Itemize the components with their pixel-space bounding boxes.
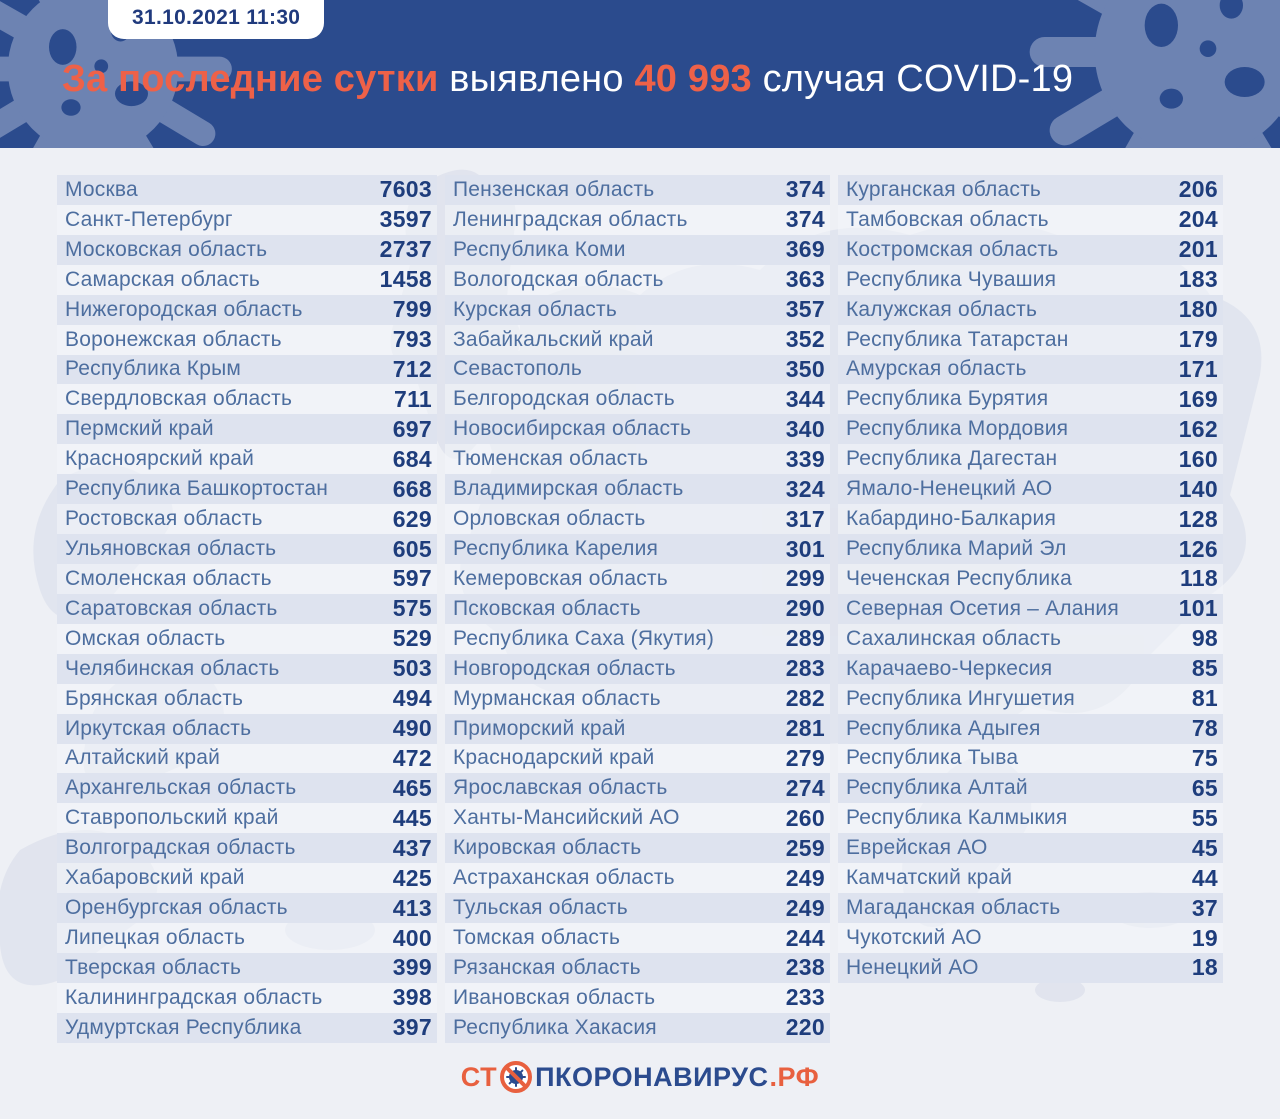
region-name: Краснодарский край: [453, 746, 655, 770]
region-name: Воронежская область: [65, 327, 282, 351]
timestamp: 31.10.2021 11:30: [132, 6, 301, 29]
table-row: [838, 833, 1223, 863]
region-cases: 55: [1191, 804, 1218, 831]
region-name: Пермский край: [65, 417, 214, 441]
table-row: [838, 773, 1223, 803]
region-name: Республика Саха (Якутия): [453, 626, 715, 650]
region-name: Новгородская область: [453, 656, 676, 680]
table-row: [57, 803, 437, 833]
region-cases: 503: [392, 655, 432, 682]
no-virus-icon: [499, 1060, 533, 1094]
region-cases: 317: [785, 505, 825, 532]
table-row: [445, 684, 830, 714]
table-row: [445, 564, 830, 594]
region-name: Республика Чувашия: [846, 267, 1057, 291]
region-name: Республика Коми: [453, 237, 626, 261]
region-cases: 529: [392, 625, 432, 652]
region-cases: 472: [392, 744, 432, 771]
region-cases: 169: [1178, 385, 1218, 412]
region-name: Республика Тыва: [846, 746, 1019, 770]
table-row: [57, 893, 437, 923]
region-cases: 1458: [379, 266, 432, 293]
region-cases: 352: [785, 326, 825, 353]
table-row: [838, 504, 1223, 534]
table-row: [445, 265, 830, 295]
table-row: [445, 295, 830, 325]
region-cases: 281: [785, 715, 825, 742]
region-cases: 45: [1191, 834, 1218, 861]
region-name: Магаданская область: [846, 896, 1061, 920]
region-cases: 597: [392, 565, 432, 592]
table-row: [57, 235, 437, 265]
region-name: Архангельская область: [65, 776, 297, 800]
region-name: Свердловская область: [65, 387, 293, 411]
region-cases: 279: [785, 744, 825, 771]
region-name: Сахалинская область: [846, 626, 1062, 650]
region-name: Республика Ингушетия: [846, 686, 1076, 710]
table-row: [838, 923, 1223, 953]
table-row: [57, 624, 437, 654]
region-cases: 369: [785, 236, 825, 263]
table-row: [57, 414, 437, 444]
table-row: [838, 444, 1223, 474]
region-name: Орловская область: [453, 507, 646, 531]
table-row: [445, 863, 830, 893]
region-cases: 18: [1191, 954, 1218, 981]
logo-text-koronavirus: ПКОРОНАВИРУС: [535, 1061, 769, 1092]
table-row: [445, 983, 830, 1013]
region-cases: 668: [392, 475, 432, 502]
region-name: Ленинградская область: [453, 207, 688, 231]
region-cases: 437: [392, 834, 432, 861]
table-row: [445, 624, 830, 654]
region-cases: 374: [785, 176, 825, 203]
table-row: [445, 205, 830, 235]
region-cases: 344: [785, 385, 825, 412]
region-cases: 171: [1178, 355, 1218, 382]
table-row: [838, 714, 1223, 744]
region-cases: 629: [392, 505, 432, 532]
region-name: Республика Мордовия: [846, 417, 1069, 441]
table-row: [445, 833, 830, 863]
region-cases: 19: [1191, 924, 1218, 951]
region-name: Москва: [65, 177, 138, 201]
region-name: Белгородская область: [453, 387, 675, 411]
region-cases: 249: [785, 894, 825, 921]
region-cases: 206: [1178, 176, 1218, 203]
region-name: Саратовская область: [65, 596, 278, 620]
table-row: [57, 594, 437, 624]
table-column-2: [445, 175, 830, 1043]
region-cases: 126: [1178, 535, 1218, 562]
table-row: [838, 474, 1223, 504]
table-row: [838, 684, 1223, 714]
region-cases: 605: [392, 535, 432, 562]
region-cases: 118: [1179, 565, 1218, 592]
table-row: [57, 863, 437, 893]
region-name: Ямало-Ненецкий АО: [846, 477, 1053, 501]
region-cases: 274: [785, 774, 825, 801]
region-name: Санкт-Петербург: [65, 207, 233, 231]
region-name: Алтайский край: [65, 746, 221, 770]
region-cases: 65: [1191, 774, 1218, 801]
region-cases: 179: [1178, 326, 1218, 353]
table-row: [445, 654, 830, 684]
region-name: Забайкальский край: [453, 327, 654, 351]
region-cases: 363: [785, 266, 825, 293]
region-cases: 399: [392, 954, 432, 981]
table-row: [57, 1013, 437, 1043]
table-row: [838, 384, 1223, 414]
table-row: [445, 1013, 830, 1043]
region-name: Северная Осетия – Алания: [846, 596, 1119, 620]
region-cases: 357: [785, 296, 825, 323]
region-name: Нижегородская область: [65, 297, 303, 321]
region-name: Республика Крым: [65, 357, 242, 381]
region-name: Волгоградская область: [65, 836, 296, 860]
region-cases: 445: [392, 804, 432, 831]
table-row: [838, 803, 1223, 833]
region-name: Ставропольский край: [65, 806, 279, 830]
region-name: Липецкая область: [65, 926, 246, 949]
cases-table: [57, 175, 1222, 1043]
region-name: Калининградская область: [65, 985, 323, 1009]
region-cases: 128: [1178, 505, 1218, 532]
region-name: Тульская область: [453, 896, 628, 920]
table-row: [445, 474, 830, 504]
table-row: [445, 444, 830, 474]
table-row: [57, 684, 437, 714]
region-name: Республика Башкортостан: [65, 477, 329, 501]
region-name: Томская область: [453, 926, 621, 949]
table-row: [57, 444, 437, 474]
region-name: Пензенская область: [453, 177, 655, 201]
region-name: Рязанская область: [453, 955, 641, 979]
region-name: Тамбовская область: [846, 207, 1049, 231]
stopcoronavirus-logo: [0, 1060, 1280, 1094]
table-row: [838, 355, 1223, 385]
region-name: Смоленская область: [65, 566, 272, 590]
table-row: [445, 504, 830, 534]
region-name: Иркутская область: [65, 716, 252, 740]
region-cases: 44: [1191, 864, 1218, 891]
date-badge: [108, 0, 324, 39]
table-column-1: [57, 175, 437, 1043]
region-cases: 339: [785, 445, 825, 472]
page-title: [62, 58, 1073, 101]
region-cases: 324: [785, 475, 825, 502]
region-name: Владимирская область: [453, 477, 684, 501]
table-row: [838, 654, 1223, 684]
region-name: Ивановская область: [453, 985, 656, 1009]
region-cases: 340: [785, 415, 825, 442]
region-name: Кабардино-Балкария: [846, 507, 1057, 531]
region-name: Мурманская область: [453, 686, 661, 710]
table-row: [57, 953, 437, 983]
table-row: [57, 355, 437, 385]
region-cases: 81: [1191, 685, 1218, 712]
region-name: Ярославская область: [453, 776, 668, 800]
table-row: [445, 893, 830, 923]
region-cases: 244: [785, 924, 825, 951]
region-cases: 75: [1191, 744, 1218, 771]
region-cases: 183: [1178, 266, 1218, 293]
table-row: [445, 953, 830, 983]
table-row: [445, 803, 830, 833]
region-cases: 350: [785, 355, 825, 382]
region-cases: 180: [1178, 296, 1218, 323]
table-row: [57, 654, 437, 684]
region-name: Кировская область: [453, 836, 642, 860]
region-name: Амурская область: [846, 357, 1027, 381]
region-name: Вологодская область: [453, 267, 664, 291]
table-row: [57, 773, 437, 803]
region-name: Курская область: [453, 297, 617, 321]
table-row: [838, 564, 1223, 594]
header: [0, 0, 1280, 148]
region-name: Республика Хакасия: [453, 1015, 657, 1039]
region-cases: 3597: [379, 206, 432, 233]
title-text: случая COVID-19: [762, 58, 1074, 100]
title-highlight-count: 40 993: [634, 58, 752, 100]
region-cases: 397: [392, 1014, 432, 1041]
table-row: [57, 205, 437, 235]
region-name: Кемеровская область: [453, 566, 668, 590]
region-cases: 413: [392, 894, 432, 921]
region-name: Республика Бурятия: [846, 387, 1049, 411]
region-name: Астраханская область: [453, 866, 675, 890]
table-row: [838, 235, 1223, 265]
table-row: [57, 175, 437, 205]
region-name: Московская область: [65, 237, 268, 261]
region-cases: 290: [785, 595, 825, 622]
region-cases: 98: [1191, 625, 1218, 652]
region-cases: 249: [785, 864, 825, 891]
region-name: Республика Марий Эл: [846, 537, 1067, 561]
region-cases: 283: [785, 655, 825, 682]
table-row: [445, 414, 830, 444]
region-name: Калужская область: [846, 297, 1038, 321]
region-name: Севастополь: [453, 357, 582, 381]
region-cases: 400: [392, 924, 432, 951]
table-row: [445, 714, 830, 744]
region-name: Чеченская Республика: [846, 566, 1072, 590]
table-row: [838, 325, 1223, 355]
table-row: [57, 474, 437, 504]
region-cases: 204: [1178, 206, 1218, 233]
region-name: Псковская область: [453, 596, 641, 620]
table-row: [838, 594, 1223, 624]
region-name: Республика Дагестан: [846, 447, 1058, 471]
title-highlight-period: За последние сутки: [62, 58, 439, 100]
region-cases: 299: [785, 565, 825, 592]
table-row: [838, 744, 1223, 774]
region-cases: 282: [785, 685, 825, 712]
region-cases: 793: [392, 326, 432, 353]
table-row: [838, 624, 1223, 654]
region-cases: 2737: [379, 236, 432, 263]
table-row: [445, 773, 830, 803]
title-text: выявлено: [449, 58, 624, 100]
region-cases: 162: [1178, 415, 1218, 442]
region-cases: 494: [392, 685, 432, 712]
region-name: Челябинская область: [65, 656, 280, 680]
table-row: [57, 564, 437, 594]
table-row: [57, 983, 437, 1013]
table-column-3: [838, 175, 1223, 1043]
region-cases: 140: [1178, 475, 1218, 502]
table-row: [57, 295, 437, 325]
table-row: [57, 325, 437, 355]
region-cases: 712: [392, 355, 432, 382]
table-row: [57, 504, 437, 534]
region-cases: 575: [392, 595, 432, 622]
table-row: [838, 953, 1223, 983]
region-cases: 289: [785, 625, 825, 652]
logo-text-stop: СТ: [460, 1061, 498, 1092]
region-name: Брянская область: [65, 686, 244, 710]
region-name: Костромская область: [846, 237, 1059, 261]
region-cases: 684: [392, 445, 432, 472]
table-row: [838, 175, 1223, 205]
table-row: [57, 265, 437, 295]
region-cases: 85: [1191, 655, 1218, 682]
region-name: Хабаровский край: [65, 866, 245, 890]
region-cases: 465: [392, 774, 432, 801]
region-cases: 697: [392, 415, 432, 442]
region-cases: 201: [1178, 236, 1218, 263]
table-row: [445, 594, 830, 624]
table-row: [445, 175, 830, 205]
region-cases: 490: [392, 715, 432, 742]
table-row: [445, 325, 830, 355]
region-cases: 233: [785, 984, 825, 1011]
region-name: Карачаево-Черкесия: [846, 656, 1053, 680]
region-cases: 799: [392, 296, 432, 323]
region-cases: 160: [1178, 445, 1218, 472]
region-cases: 711: [393, 385, 432, 412]
region-name: Оренбургская область: [65, 896, 288, 920]
region-name: Курганская область: [846, 177, 1042, 201]
region-cases: 37: [1191, 894, 1218, 921]
table-row: [838, 863, 1223, 893]
region-name: Камчатский край: [846, 866, 1013, 890]
table-row: [838, 205, 1223, 235]
region-name: Самарская область: [65, 267, 261, 291]
region-cases: 7603: [379, 176, 432, 203]
region-name: Тверская область: [65, 955, 242, 979]
table-row: [57, 384, 437, 414]
region-name: Ненецкий АО: [846, 955, 979, 979]
table-row: [57, 534, 437, 564]
table-row: [445, 744, 830, 774]
region-name: Республика Адыгея: [846, 716, 1041, 740]
table-row: [445, 384, 830, 414]
region-name: Чукотский АО: [846, 926, 982, 949]
table-row: [838, 295, 1223, 325]
table-row: [57, 744, 437, 774]
table-row: [57, 923, 437, 953]
region-cases: 260: [785, 804, 825, 831]
region-cases: 425: [392, 864, 432, 891]
table-row: [445, 355, 830, 385]
table-row: [445, 534, 830, 564]
region-cases: 301: [785, 535, 825, 562]
region-name: Ростовская область: [65, 507, 263, 531]
region-name: Омская область: [65, 626, 226, 650]
region-name: Ханты-Мансийский АО: [453, 806, 680, 830]
table-row: [838, 534, 1223, 564]
region-name: Республика Алтай: [846, 776, 1028, 800]
region-name: Республика Татарстан: [846, 327, 1069, 351]
table-row: [57, 714, 437, 744]
table-row: [838, 893, 1223, 923]
region-name: Красноярский край: [65, 447, 255, 471]
region-name: Новосибирская область: [453, 417, 692, 441]
region-cases: 78: [1191, 715, 1218, 742]
region-cases: 398: [392, 984, 432, 1011]
region-cases: 238: [785, 954, 825, 981]
region-cases: 101: [1178, 595, 1218, 622]
region-cases: 220: [785, 1014, 825, 1041]
region-name: Удмуртская Республика: [65, 1015, 302, 1039]
region-cases: 259: [785, 834, 825, 861]
table-row: [445, 235, 830, 265]
region-name: Приморский край: [453, 716, 626, 740]
table-row: [57, 833, 437, 863]
logo-text-rf: .РФ: [769, 1061, 820, 1092]
region-name: Тюменская область: [453, 447, 649, 471]
region-name: Республика Карелия: [453, 537, 659, 561]
region-name: Республика Калмыкия: [846, 806, 1068, 830]
region-name: Еврейская АО: [846, 836, 988, 860]
table-row: [445, 923, 830, 953]
region-cases: 374: [785, 206, 825, 233]
table-row: [838, 265, 1223, 295]
region-name: Ульяновская область: [65, 537, 277, 561]
table-row: [838, 414, 1223, 444]
